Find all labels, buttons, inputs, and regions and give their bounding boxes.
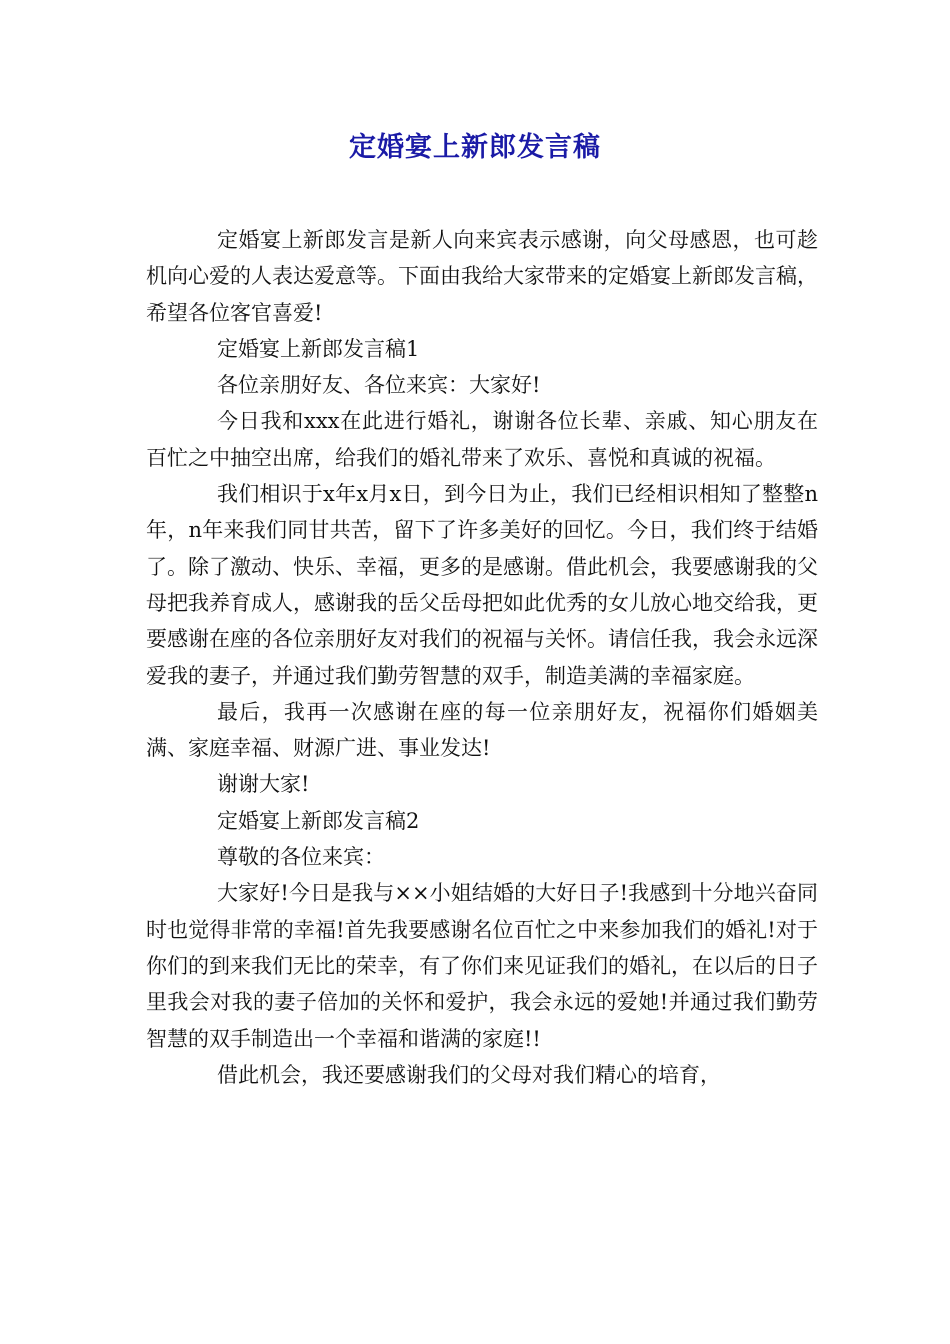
- paragraph-thanks: 谢谢大家!: [217, 772, 310, 797]
- paragraph: 大家好!今日是我与××小姐结婚的大好日子!我感到十分地兴奋同时也觉得非常的幸福!首先我要感谢名位百忙之中来参加我们的婚礼!对于你们的到来我们无比的荣幸，有了你们来见证我们的婚礼，在以后的日子里我会对我的妻子倍加的关怀和爱护，我会永远的爱她!并通过我们勤劳智慧的双手制造出一个幸福和谐满的家庭!!: [146, 881, 818, 1051]
- document-body: [146, 222, 818, 1093]
- document-title: 定婚宴上新郎发言稿: [349, 132, 601, 163]
- paragraph: 今日我和xxx在此进行婚礼，谢谢各位长辈、亲戚、知心朋友在百忙之中抽空出席，给我们的婚礼带来了欢乐、喜悦和真诚的祝福。: [146, 409, 818, 470]
- section-heading-1: 定婚宴上新郎发言稿1: [217, 336, 420, 361]
- paragraph-greeting-2: 尊敬的各位来宾：: [217, 845, 385, 870]
- paragraph-greeting-1: 各位亲朋好友、各位来宾：大家好!: [217, 373, 541, 398]
- section-heading-2: 定婚宴上新郎发言稿2: [217, 808, 420, 833]
- paragraph: 我们相识于x年x月x日，到今日为止，我们已经相识相知了整整n年，n年来我们同甘共苦，留下了许多美好的回忆。今日，我们终于结婚了。除了激动、快乐、幸福，更多的是感谢。借此机会，我要感谢我的父母把我养育成人，感谢我的岳父岳母把如此优秀的女儿放心地交给我，更要感谢在座的各位亲朋好友对我们的祝福与关怀。请信任我，我会永远深爱我的妻子，并通过我们勤劳智慧的双手，制造美满的幸福家庭。: [146, 482, 818, 688]
- paragraph: 借此机会，我还要感谢我们的父母对我们精心的培育，: [217, 1062, 721, 1087]
- paragraph-intro: 定婚宴上新郎发言是新人向来宾表示感谢，向父母感恩，也可趁机向心爱的人表达爱意等。下面由我给大家带来的定婚宴上新郎发言稿，希望各位客官喜爱!: [146, 228, 818, 325]
- paragraph: 最后，我再一次感谢在座的每一位亲朋好友，祝福你们婚姻美满、家庭幸福、财源广进、事业发达!: [146, 699, 818, 761]
